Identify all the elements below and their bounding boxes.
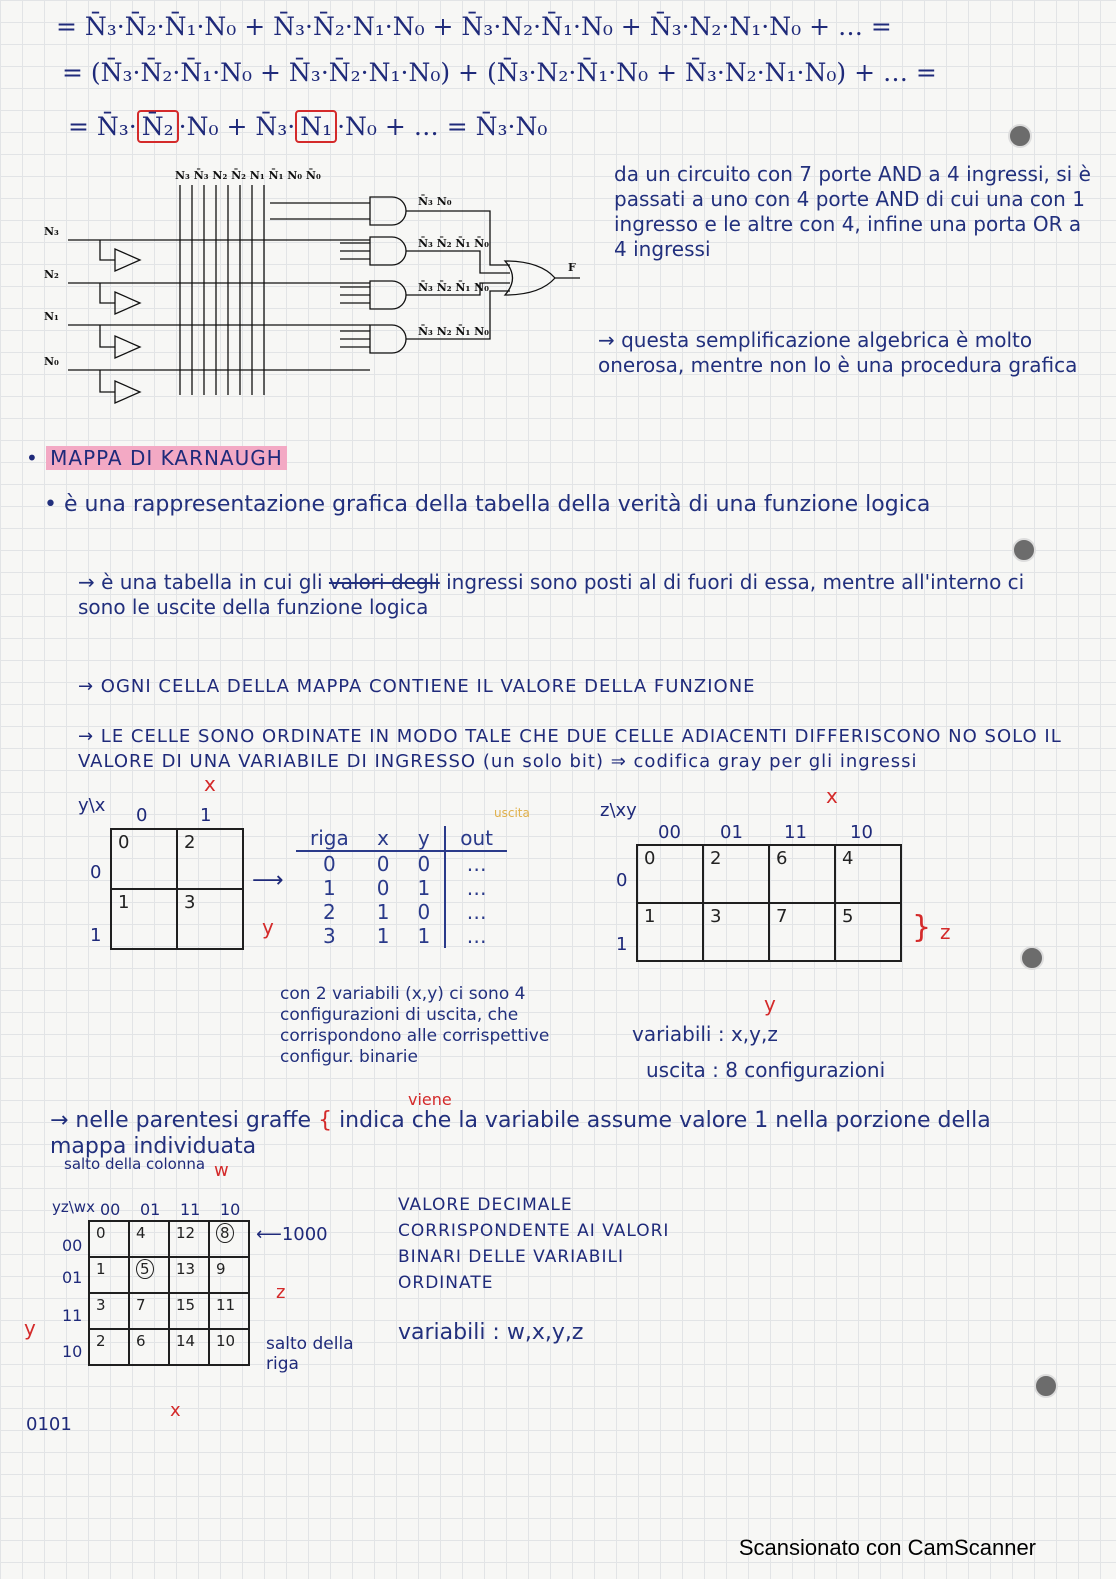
kmap2-col-0: 0 [136, 805, 148, 826]
decimal-value-note: VALORE DECIMALE CORRISPONDENTE AI VALORI BINARI DELLE VARIABILI ORDINATE [398, 1195, 670, 1293]
kmap4-salto-riga: salto della riga [266, 1334, 354, 1374]
kmap4-cell: 6 [129, 1329, 169, 1365]
kmap2-col-1: 1 [200, 805, 212, 826]
kmap3-z-brace-label: z [940, 920, 951, 944]
kmap4-cell: 13 [169, 1257, 209, 1293]
kmap2-cell: 0 [111, 829, 177, 889]
kmap3-col-10: 10 [850, 822, 873, 843]
kmap4-salto-colonna: salto della colonna [64, 1155, 206, 1173]
kmap2-cell: 2 [177, 829, 243, 889]
kmap2-x-brace-label: x [204, 772, 216, 796]
table-cell: … [445, 851, 507, 876]
kmap4-y-brace-label: y [24, 1316, 36, 1340]
kmap2-cell: 1 [111, 889, 177, 949]
equation-box-n2: N̄₂ [137, 110, 179, 143]
kmap4-cell-5-circled: 5 [136, 1259, 154, 1279]
truth-table [296, 826, 507, 948]
scanner-footer: Scansionato con CamScanner [738, 1535, 1036, 1560]
kmap4-cell: 3 [89, 1293, 129, 1329]
equation-line-3-suffix: ·N₀ + … = N̄₃·N₀ [337, 112, 548, 141]
punch-hole [1034, 1374, 1058, 1398]
kmap4-cell [129, 1257, 169, 1293]
equation-line-3-mid: ·N₀ + N̄₃· [178, 112, 296, 141]
table-cell: 1 [376, 924, 390, 948]
kmap4-cell: 2 [89, 1329, 129, 1365]
truth-table-header-riga: riga [296, 826, 363, 851]
arrow-note-1-strike: valori degli [328, 570, 440, 594]
kmap4-arrow-1000: ⟵1000 [256, 1224, 328, 1245]
kmap3-cell: 2 [703, 845, 769, 903]
circuit-note: da un circuito con 7 porte AND a 4 ingressi, si è passati a uno con 4 porte AND di cui una con 1 ingresso e le altre con 4, infine una porta OR a 4 ingressi [614, 162, 1091, 261]
kmap4-x-brace-label: x [170, 1400, 181, 1421]
kmap3-cell: 3 [703, 903, 769, 961]
table-cell: 2 [323, 900, 336, 924]
kmap4-cell: 14 [169, 1329, 209, 1365]
truth-table-header-y: y [403, 826, 445, 851]
circuit-note-2: → questa semplificazione algebrica è molto onerosa, mentre non lo è una procedura grafica [598, 328, 1078, 377]
punch-hole [1012, 538, 1036, 562]
kmap3-z-brace: } [912, 910, 932, 945]
circuit-input-n0: N₀ [44, 355, 59, 368]
kmap3-x-brace-label: x [826, 784, 838, 808]
kmap4-grid [88, 1220, 250, 1366]
kmap3-row-1: 1 [616, 934, 628, 955]
table-row [296, 900, 507, 924]
kmap4-cell: 12 [169, 1221, 209, 1257]
three-variable-vars: variabili : x,y,z [632, 1022, 778, 1046]
kmap4-w-brace-label: w [214, 1160, 229, 1181]
table-row [296, 924, 507, 948]
kmap4-row-00: 00 [62, 1236, 83, 1255]
kmap3-cell: 4 [835, 845, 901, 903]
kmap4-cell: 15 [169, 1293, 209, 1329]
kmap4-cell-8-circled: 8 [216, 1223, 234, 1243]
four-variable-vars: variabili : w,x,y,z [398, 1320, 584, 1345]
truth-table-uscita: uscita [494, 806, 530, 820]
two-variable-note: con 2 variabili (x,y) ci sono 4 configurazioni di uscita, che corrispondono alle corrispettive configur. binarie [280, 984, 550, 1067]
arrow-note-1-part-a: → è una tabella in cui gli [78, 570, 323, 594]
arrow-note-3: → LE CELLE SONO ORDINATE IN MODO TALE CHE DUE CELLE ADIACENTI DIFFERISCONO NO SOLO IL VALORE DI UNA VARIABILE DI INGRESSO (un solo bit) ⇒ codifica gray per gli ingressi [78, 726, 1062, 772]
brace-note [50, 1108, 1050, 1160]
brace-note-viene: viene [408, 1090, 452, 1109]
logic-circuit-diagram [40, 165, 600, 415]
equation-line-1: = N̄₃·N̄₂·N̄₁·N₀ + N̄₃·N̄₂·N₁·N₀ + N̄₃·N₂·N̄₁·N₀ + N̄₃·N₂·N₁·N₀ + … = [56, 12, 892, 41]
kmap3-col-11: 11 [784, 822, 807, 843]
bullet-definition-text: è una rappresentazione grafica della tabella della verità di una funzione logica [63, 492, 931, 517]
kmap4-col-00: 00 [100, 1200, 121, 1219]
kmap4-cell: 9 [209, 1257, 249, 1293]
kmap4-cell: 7 [129, 1293, 169, 1329]
kmap2-y-brace-label: y [262, 915, 274, 939]
kmap3-col-00: 00 [658, 822, 681, 843]
table-cell: 0 [376, 852, 390, 876]
kmap3-corner: z\xy [600, 800, 637, 821]
table-cell: 1 [417, 924, 431, 948]
brace-symbol-icon: { [318, 1108, 333, 1133]
kmap4-col-01: 01 [140, 1200, 161, 1219]
kmap4-arrow-1000-label: 1000 [281, 1224, 328, 1245]
equation-box-n1: N₁ [295, 110, 337, 143]
circuit-top-inputs: N₃ N̄₃ N₂ N̄₂ N₁ N̄₁ N₀ N̄₀ [175, 169, 321, 182]
kmap4-arrow-0101: 0101 [26, 1414, 72, 1435]
table-row [296, 851, 507, 876]
brace-note-part-a: → nelle parentesi graffe [50, 1108, 312, 1133]
kmap4-col-10: 10 [220, 1200, 241, 1219]
equation-line-2: = (N̄₃·N̄₂·N̄₁·N₀ + N̄₃·N̄₂·N₁·N₀) + (N̄₃·N₂·N̄₁·N₀ + N̄₃·N₂·N₁·N₀) + … = [62, 58, 937, 87]
kmap3-grid [636, 844, 902, 962]
table-cell: … [445, 924, 507, 948]
punch-hole [1020, 946, 1044, 970]
arrow-note-2: → OGNI CELLA DELLA MAPPA CONTIENE IL VALORE DELLA FUNZIONE [78, 676, 756, 697]
kmap3-row-0: 0 [616, 870, 628, 891]
circuit-input-n2: N₂ [44, 268, 59, 281]
table-cell: 1 [376, 900, 390, 924]
circuit-gate-label-3: N̄₃ N̄₂ N̄₁ N₀ [418, 281, 489, 294]
heading-highlight: MAPPA DI KARNAUGH [46, 446, 287, 470]
table-cell: 0 [323, 852, 336, 876]
kmap4-row-11: 11 [62, 1306, 83, 1325]
circuit-input-n1: N₁ [44, 310, 59, 323]
kmap3-y-brace-label: y [764, 992, 776, 1016]
kmap2-row-0: 0 [90, 862, 102, 883]
kmap4-row-10: 10 [62, 1342, 83, 1361]
circuit-gate-label-4: N̄₃ N₂ N̄₁ N₀ [418, 325, 489, 338]
truth-table-header-out: out [445, 826, 507, 851]
circuit-gate-label-2: N̄₃ N̄₂ N̄₁ N̄₀ [418, 237, 489, 250]
kmap3-cell: 7 [769, 903, 835, 961]
table-cell: 0 [417, 900, 431, 924]
kmap4-col-11: 11 [180, 1200, 201, 1219]
kmap4-cell: 0 [89, 1221, 129, 1257]
table-cell: 0 [417, 852, 431, 876]
equation-line-3-prefix: = N̄₃· [68, 112, 137, 141]
table-cell: 3 [323, 924, 336, 948]
circuit-input-n3: N₃ [44, 225, 59, 238]
kmap4-corner: yz\wx [52, 1198, 95, 1216]
kmap3-col-01: 01 [720, 822, 743, 843]
kmap2-row-1: 1 [90, 925, 102, 946]
table-cell: … [445, 876, 507, 900]
truth-table-header-x: x [363, 826, 404, 851]
kmap4-cell [209, 1221, 249, 1257]
kmap4-cell: 4 [129, 1221, 169, 1257]
kmap2-grid [110, 828, 244, 950]
arrow-note-1-part-b: ingressi sono posti al di fuori di essa, mentre all'interno ci sono le uscite della funzione logica [78, 570, 1025, 619]
kmap3-cell: 1 [637, 903, 703, 961]
kmap3-cell: 6 [769, 845, 835, 903]
kmap4-cell: 10 [209, 1329, 249, 1365]
table-cell: … [445, 900, 507, 924]
section-heading: • MAPPA DI KARNAUGH [26, 446, 287, 470]
kmap-to-table-arrow: ⟶ [252, 868, 284, 893]
brace-note-part-b: indica che la variabile assume valore 1 nella porzione della mappa individuata [50, 1108, 991, 1159]
equation-line-3 [68, 112, 547, 141]
kmap4-cell: 11 [209, 1293, 249, 1329]
kmap4-row-01: 01 [62, 1268, 83, 1287]
circuit-output-f: F [568, 261, 576, 274]
table-cell: 0 [376, 876, 390, 900]
table-cell: 1 [323, 876, 336, 900]
bullet-definition: • è una rappresentazione grafica della tabella della verità di una funzione logica [44, 492, 931, 517]
kmap3-cell: 0 [637, 845, 703, 903]
kmap2-corner: y\x [78, 795, 106, 816]
kmap4-cell: 1 [89, 1257, 129, 1293]
circuit-gate-label-1: N̄₃ N₀ [418, 195, 452, 208]
kmap3-cell: 5 [835, 903, 901, 961]
table-row [296, 876, 507, 900]
kmap2-cell: 3 [177, 889, 243, 949]
three-variable-output: uscita : 8 configurazioni [646, 1058, 886, 1082]
kmap4-z-brace-label: z [276, 1282, 286, 1303]
table-cell: 1 [417, 876, 431, 900]
punch-hole [1008, 124, 1032, 148]
arrow-note-1 [78, 570, 1068, 620]
